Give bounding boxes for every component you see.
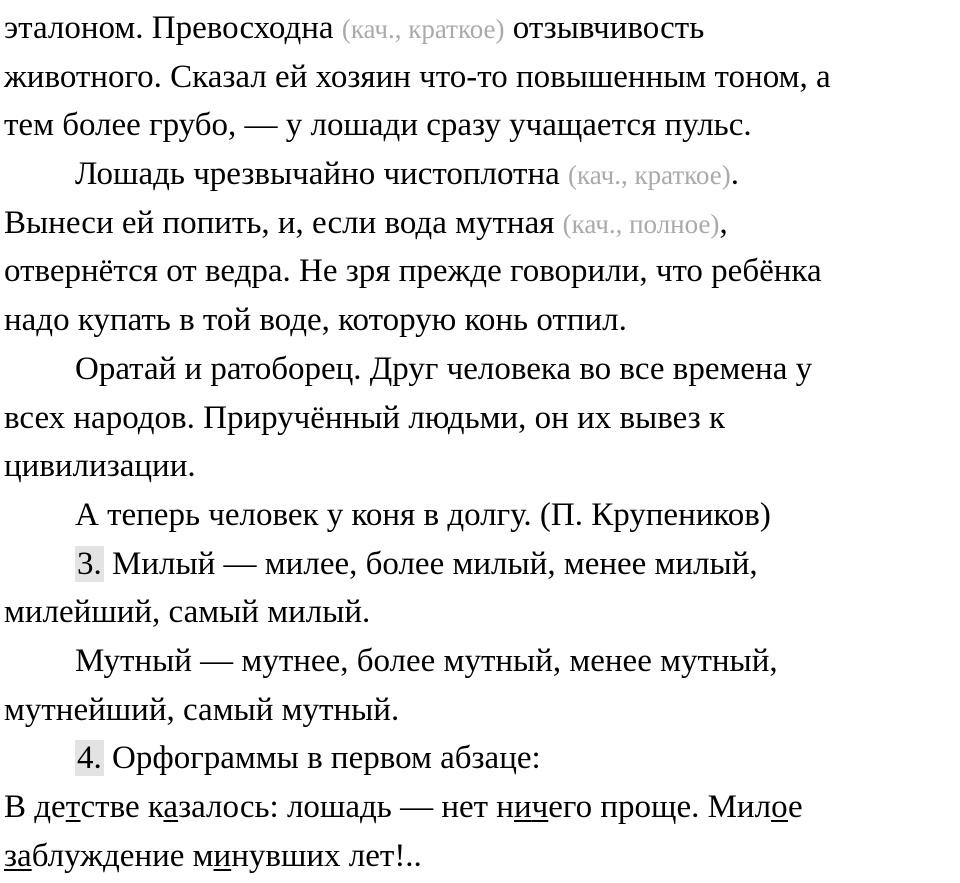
text-line xyxy=(4,442,954,491)
text-line xyxy=(4,296,954,345)
text-run: милейший, самый милый. xyxy=(4,594,371,631)
text-line xyxy=(4,832,954,881)
text-run: Лошадь чрезвычайно чистоплотна xyxy=(75,156,569,193)
text-run: цивилизации. xyxy=(4,448,196,485)
text-run: нувших лет!.. xyxy=(231,837,422,874)
text-line xyxy=(4,4,954,53)
text-run: , xyxy=(719,204,728,241)
text-run: ь — нет н xyxy=(376,789,514,825)
text-run: А теперь человек у коня в долгу. (П. Крупеников) xyxy=(75,496,771,533)
text-run: Вынеси ей попить, и, если вода мутная xyxy=(4,204,563,241)
grammar-annotation: (кач., краткое) xyxy=(568,160,731,191)
underlined-letter: д xyxy=(359,789,377,825)
grammar-annotation: (кач., полное) xyxy=(562,208,720,239)
text-run: Мутный — мутнее, более мутный, менее мутный, xyxy=(75,642,778,679)
text-run: Орфограммы в первом абзаце: xyxy=(103,740,541,777)
underlined-letter: а xyxy=(163,789,179,825)
section-number: 3. xyxy=(77,545,102,582)
underlined-letter: и xyxy=(213,837,232,874)
document-text xyxy=(4,4,954,880)
text-line xyxy=(4,53,954,102)
text-run: животного. Сказал ей хозяин что-то повышенным тоном, а xyxy=(4,58,831,95)
underlined-letter: и xyxy=(513,789,532,825)
section-number: 4. xyxy=(77,740,102,777)
underlined-letter: а xyxy=(17,837,32,874)
text-line xyxy=(4,199,954,248)
text-run: мутнейший, самый мутный. xyxy=(4,691,400,728)
text-run: его проще. Мил xyxy=(548,789,772,825)
text-line xyxy=(4,101,954,150)
text-run: Оратай и ратоборец. Друг человека во все времена у xyxy=(75,350,813,387)
text-line xyxy=(4,588,954,637)
underlined-letter: ч xyxy=(531,789,549,825)
text-run: В де xyxy=(4,789,66,825)
text-line xyxy=(4,686,954,735)
text-run: . xyxy=(730,156,739,193)
text-line xyxy=(4,734,954,783)
text-line xyxy=(4,247,954,296)
text-line xyxy=(4,540,954,589)
text-run: отзывчивость xyxy=(504,10,705,46)
text-line xyxy=(4,345,954,394)
text-run: эталоном. Превосходна xyxy=(4,10,342,46)
text-run: блуждение м xyxy=(31,837,214,874)
grammar-annotation: (кач., краткое) xyxy=(341,14,505,44)
text-run: тем более грубо, — у лошади сразу учащается пульс. xyxy=(4,107,752,144)
text-line xyxy=(4,783,954,832)
text-line xyxy=(4,637,954,686)
text-run: всех народов. Приручённый людьми, он их вывез к xyxy=(4,399,725,436)
text-line xyxy=(4,394,954,443)
text-line xyxy=(4,491,954,540)
text-run: Милый — милее, более милый, менее милый, xyxy=(103,545,758,582)
underlined-letter: т xyxy=(65,789,81,825)
text-line xyxy=(4,150,954,199)
underlined-letter: з xyxy=(4,837,18,874)
underlined-letter: о xyxy=(771,789,788,825)
text-run: отвернётся от ведра. Не зря прежде говорили, что ребёнка xyxy=(4,253,822,290)
text-run: стве к xyxy=(80,789,164,825)
text-run: надо купать в той воде, которую конь отпил. xyxy=(4,302,627,339)
text-run: залось: лоша xyxy=(178,789,360,825)
text-run: е xyxy=(787,789,803,825)
